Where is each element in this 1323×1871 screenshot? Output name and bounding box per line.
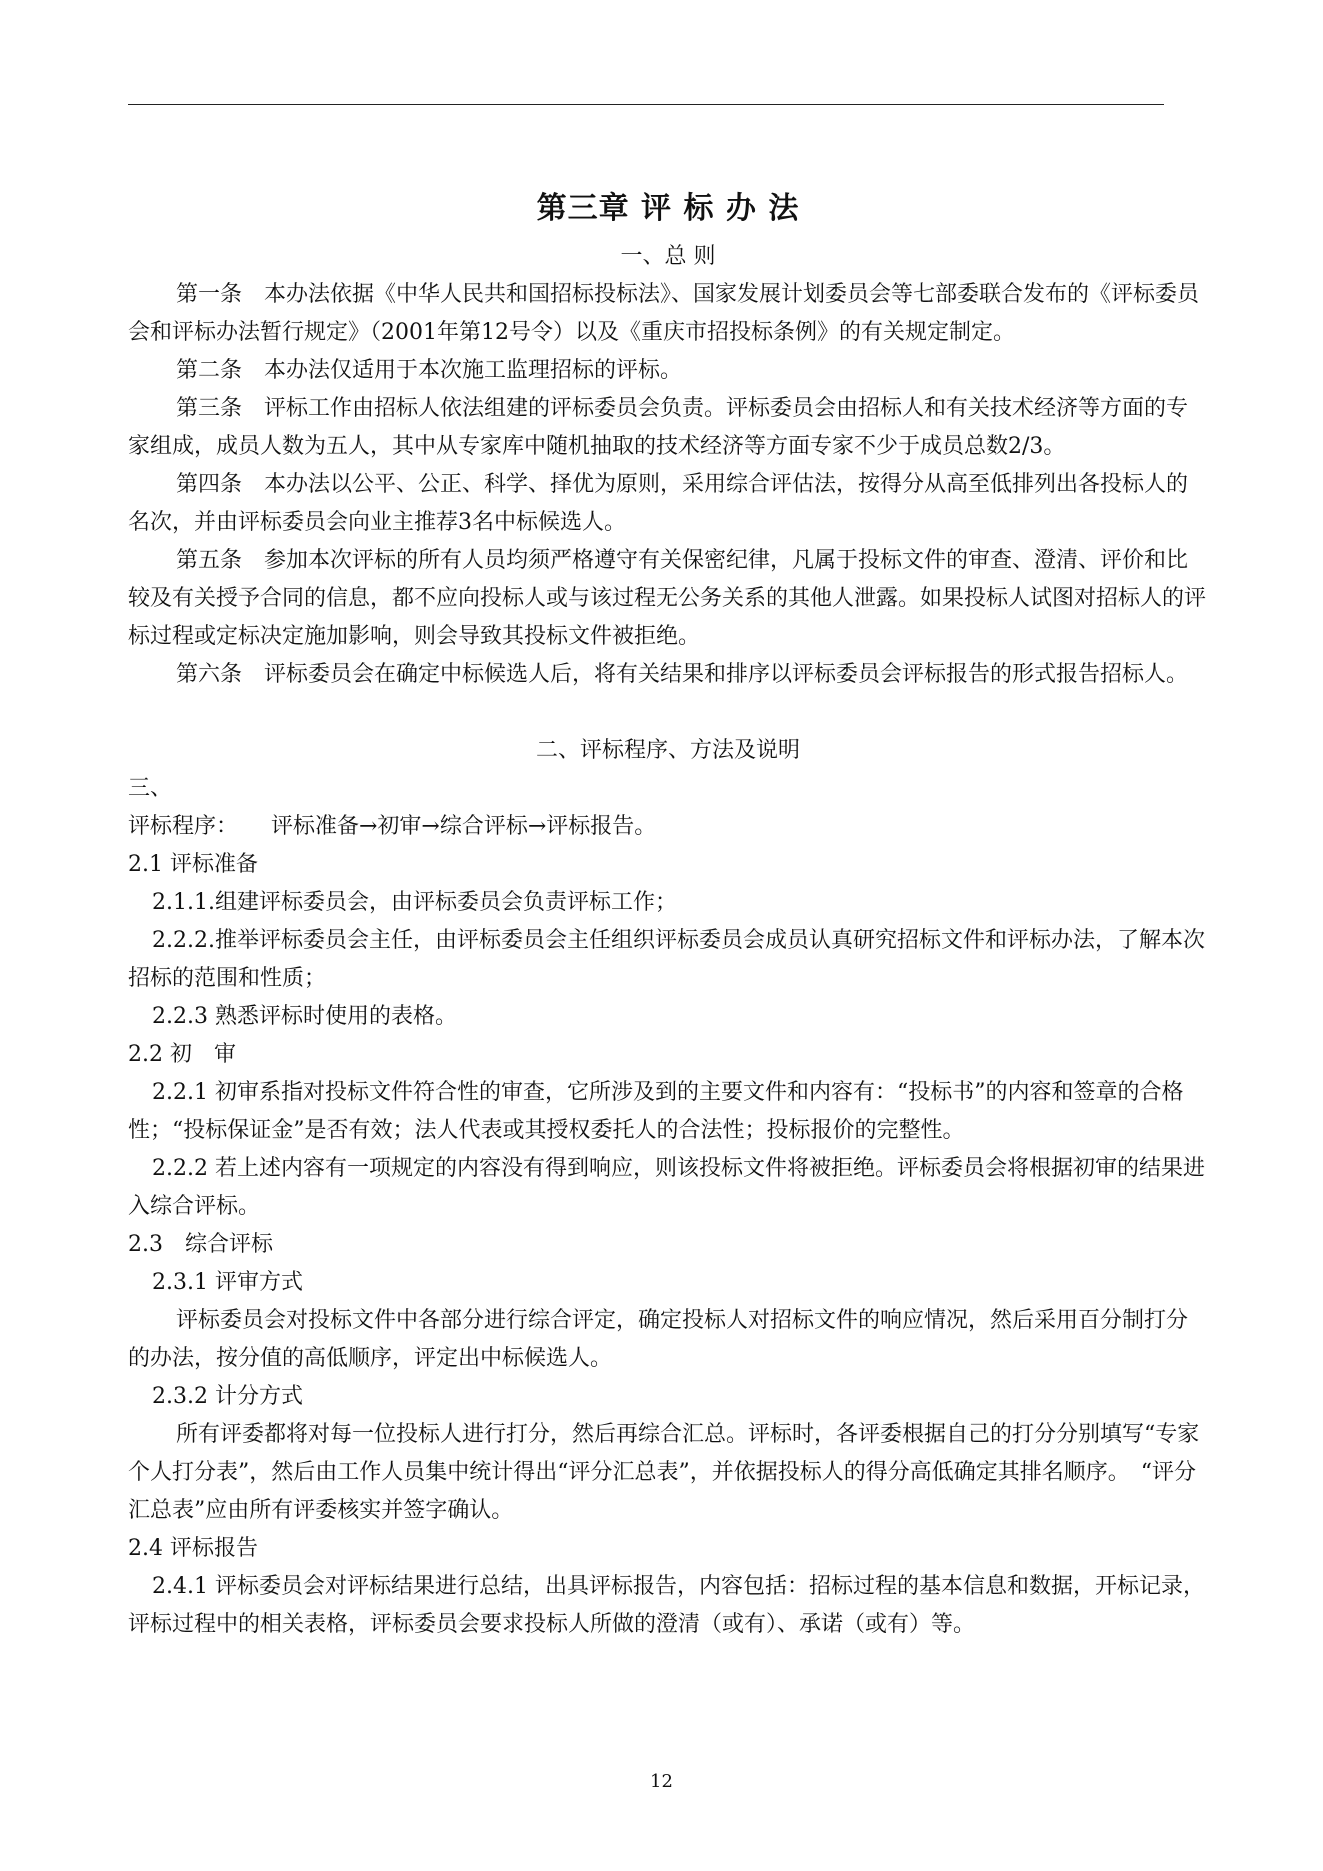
article-5: 第五条 参加本次评标的所有人员均须严格遵守有关保密纪律，凡属于投标文件的审查、澄清、评价和比较及有关授予合同的信息，都不应向投标人或与该过程无公务关系的其他人泄露。如果投标人试图对招标人的评标过程或定标决定施加影响，则会导致其投标文件被拒绝。 xyxy=(128,548,1207,649)
heading-2-3: 2.3 综合评标 xyxy=(128,1232,273,1257)
heading-2-4: 2.4 评标报告 xyxy=(128,1536,258,1561)
header-rule xyxy=(128,104,1164,105)
item-2-1-1: 2.1.1.组建评标委员会，由评标委员会负责评标工作； xyxy=(152,890,677,915)
article-6: 第六条 评标委员会在确定中标候选人后，将有关结果和排序以评标委员会评标报告的形式报告招标人。 xyxy=(176,662,1189,687)
item-2-2-3: 2.2.3 熟悉评标时使用的表格。 xyxy=(152,1004,457,1029)
text-2-4-1: 2.4.1 评标委员会对评标结果进行总结，出具评标报告，内容包括：招标过程的基本信息和数据，开标记录，评标过程中的相关表格，评标委员会要求投标人所做的澄清（或有）、承诺（或有）等。 xyxy=(128,1574,1205,1637)
text-2-3-2: 所有评委都将对每一位投标人进行打分，然后再综合汇总。评标时，各评委根据自己的打分分别填写“专家个人打分表”，然后由工作人员集中统计得出“评分汇总表”，并依据投标人的得分高低确定其排名顺序。 “评分汇总表”应由所有评委核实并签字确认。 xyxy=(128,1422,1200,1523)
item-2-2-2: 2.2.2 若上述内容有一项规定的内容没有得到响应，则该投标文件将被拒绝。评标委员会将根据初审的结果进入综合评标。 xyxy=(128,1156,1205,1219)
heading-2-1: 2.1 评标准备 xyxy=(128,852,258,877)
spacer xyxy=(128,694,1208,732)
article-1: 第一条 本办法依据《中华人民共和国招标投标法》、国家发展计划委员会等七部委联合发布的《评标委员会和评标办法暂行规定》（2001年第12号令）以及《重庆市招投标条例》的有关规定制定。 xyxy=(128,282,1200,345)
section-heading-procedure: 二、评标程序、方法及说明 xyxy=(535,738,800,763)
article-4: 第四条 本办法以公平、公正、科学、择优为原则，采用综合评估法，按得分从高至低排列出各投标人的名次，并由评标委员会向业主推荐3名中标候选人。 xyxy=(128,472,1189,535)
section-heading-general: 一、总 则 xyxy=(620,244,716,269)
text-2-3-1: 评标委员会对投标文件中各部分进行综合评定，确定投标人对招标文件的响应情况，然后采用百分制打分的办法，按分值的高低顺序，评定出中标候选人。 xyxy=(128,1308,1189,1371)
procedure-line: 评标程序： 评标准备→初审→综合评标→评标报告。 xyxy=(128,814,657,839)
heading-2-2: 2.2 初 审 xyxy=(128,1042,236,1067)
section-marker-three: 三、 xyxy=(128,776,173,801)
document-body xyxy=(128,180,1208,1644)
article-2: 第二条 本办法仅适用于本次施工监理招标的评标。 xyxy=(176,358,683,383)
item-2-2-1: 2.2.1 初审系指对投标文件符合性的审查，它所涉及到的主要文件和内容有：“投标书”的内容和签章的合格性；“投标保证金”是否有效；法人代表或其授权委托人的合法性；投标报价的完整性。 xyxy=(128,1080,1184,1143)
heading-2-3-2: 2.3.2 计分方式 xyxy=(152,1384,303,1409)
heading-2-3-1: 2.3.1 评审方式 xyxy=(152,1270,303,1295)
item-2-2-2-prep: 2.2.2.推举评标委员会主任，由评标委员会主任组织评标委员会成员认真研究招标文件和评标办法，了解本次招标的范围和性质； xyxy=(128,928,1205,991)
page-number: 12 xyxy=(650,1771,673,1792)
article-3: 第三条 评标工作由招标人依法组建的评标委员会负责。评标委员会由招标人和有关技术经济等方面的专家组成，成员人数为五人，其中从专家库中随机抽取的技术经济等方面专家不少于成员总数2/3。 xyxy=(128,396,1189,459)
chapter-title: 第三章 评 标 办 法 xyxy=(536,191,800,226)
